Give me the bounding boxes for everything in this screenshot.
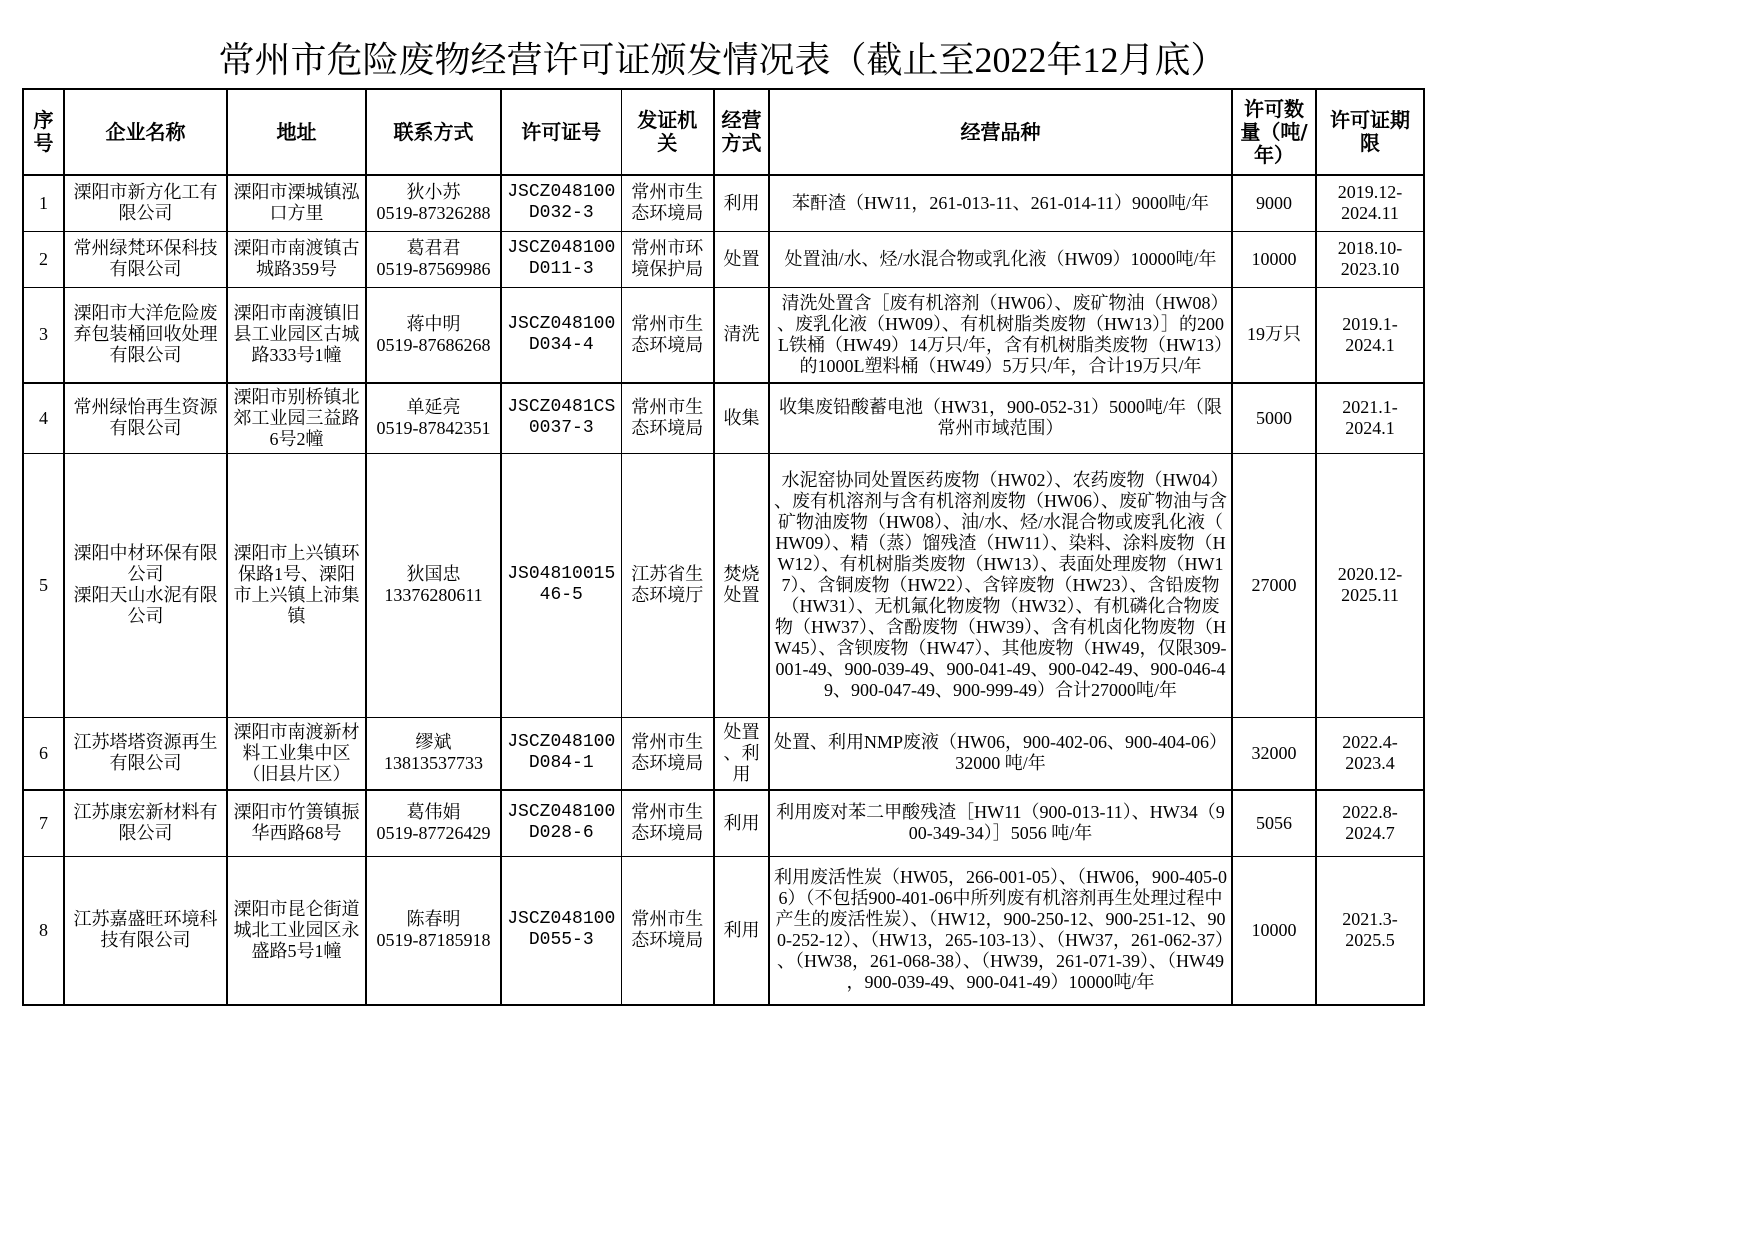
issuing-authority-text: 常州市生态环境局 <box>631 909 704 951</box>
permitted-quantity <box>1232 231 1316 287</box>
contact <box>366 790 501 856</box>
company-name-text: 常州绿梵环保科技有限公司 <box>73 238 218 279</box>
company-name <box>64 790 227 856</box>
table-row <box>23 287 1424 383</box>
issuing-authority <box>621 453 714 717</box>
company-name <box>64 231 227 287</box>
address-text: 溧阳市南渡镇古城路359号 <box>233 238 360 279</box>
contact-person: 葛君君 <box>406 238 461 258</box>
row-number-text: 3 <box>39 324 48 345</box>
waste-categories-text: 处置、利用NMP废液（HW06，900-402-06、900-404-06）32000 吨/年 <box>774 732 1227 774</box>
contact <box>366 175 501 231</box>
company-name-text: 江苏康宏新材料有限公司 <box>73 802 218 844</box>
company-name-text: 溧阳市大洋危险废弃包装桶回收处理有限公司 <box>73 303 218 366</box>
address-text: 溧阳市昆仑街道城北工业园区永盛路5号1幢 <box>233 898 360 961</box>
license-number <box>501 790 621 856</box>
issuing-authority <box>621 383 714 453</box>
license-number <box>501 383 621 453</box>
contact-person: 缪斌 <box>415 732 452 753</box>
permitted-quantity <box>1232 453 1316 717</box>
address-text: 溧阳市南渡新材料工业集中区（旧县片区） <box>233 721 360 784</box>
issuing-authority <box>621 175 714 231</box>
license-number <box>501 175 621 231</box>
operation-mode <box>714 717 769 790</box>
issuing-authority <box>621 856 714 1005</box>
company-name-text: 江苏塔塔资源再生有限公司 <box>73 732 218 774</box>
license-number <box>501 856 621 1005</box>
header-issuer: 发证机关 <box>621 89 714 175</box>
header-company: 企业名称 <box>64 89 227 175</box>
license-number-text: JSCZ048100D055-3 <box>507 909 616 951</box>
issuing-authority <box>621 287 714 383</box>
company-name-text: 常州绿怡再生资源有限公司 <box>73 397 218 439</box>
license-term-text: 2018.10-2023.10 <box>1337 238 1403 279</box>
waste-categories-text: 收集废铅酸蓄电池（HW31，900-052-31）5000吨/年（限常州市域范围） <box>779 397 1222 439</box>
permitted-quantity <box>1232 856 1316 1005</box>
contact <box>366 383 501 453</box>
waste-categories <box>769 790 1232 856</box>
company-name-text: 溧阳天山水泥有限公司 <box>73 585 218 626</box>
permitted-quantity-text: 32000 <box>1251 742 1297 763</box>
license-number <box>501 717 621 790</box>
table-row <box>23 175 1424 231</box>
contact-phone: 0519-87326288 <box>376 203 491 224</box>
permitted-quantity <box>1232 383 1316 453</box>
contact <box>366 287 501 383</box>
row-number <box>23 790 64 856</box>
row-number <box>23 453 64 717</box>
license-number <box>501 231 621 287</box>
permitted-quantity <box>1232 790 1316 856</box>
license-term <box>1316 453 1424 717</box>
address <box>227 790 366 856</box>
contact <box>366 856 501 1005</box>
company-name <box>64 717 227 790</box>
permitted-quantity <box>1232 287 1316 383</box>
issuing-authority <box>621 717 714 790</box>
address <box>227 383 366 453</box>
company-name <box>64 453 227 717</box>
permitted-quantity-text: 9000 <box>1256 192 1292 213</box>
header-license-number: 许可证号 <box>501 89 621 175</box>
license-term <box>1316 856 1424 1005</box>
contact-phone: 13376280611 <box>384 585 483 605</box>
license-term-text: 2019.1-2024.1 <box>1342 313 1398 355</box>
license-term-text: 2021.1-2024.1 <box>1342 397 1398 439</box>
license-term <box>1316 175 1424 231</box>
row-number-text: 2 <box>39 248 48 269</box>
contact-person: 狄小苏 <box>406 182 461 203</box>
issuing-authority-text: 常州市生态环境局 <box>631 313 704 355</box>
license-term-text: 2021.3-2025.5 <box>1342 909 1398 951</box>
table-body <box>23 175 1424 1005</box>
table-row <box>23 231 1424 287</box>
row-number-text: 8 <box>39 919 48 940</box>
license-term <box>1316 717 1424 790</box>
address-text: 溧阳市别桥镇北郊工业园三益路6号2幢 <box>233 386 360 449</box>
license-number-text: JSCZ048100D011-3 <box>507 238 616 279</box>
address-text: 溧阳市上兴镇环保路1号、溧阳市上兴镇上沛集镇 <box>233 543 360 626</box>
license-number-text: JSCZ048100D084-1 <box>507 732 616 774</box>
address-text: 溧阳市溧城镇泓口方里 <box>233 182 360 224</box>
contact-phone: 0519-87569986 <box>376 259 491 279</box>
license-number-text: JSCZ0481CS0037-3 <box>507 397 616 439</box>
license-number <box>501 453 621 717</box>
issuing-authority-text: 常州市环境保护局 <box>631 238 704 279</box>
contact-person: 单延亮 <box>406 397 461 418</box>
license-term-text: 2022.4-2023.4 <box>1342 732 1398 774</box>
row-number-text: 7 <box>39 812 48 833</box>
contact <box>366 453 501 717</box>
operation-mode <box>714 175 769 231</box>
contact-phone: 0519-87185918 <box>376 930 491 951</box>
license-term-text: 2020.12-2025.11 <box>1337 564 1403 605</box>
address <box>227 287 366 383</box>
license-table <box>22 88 1425 1006</box>
row-number-text: 1 <box>39 192 48 213</box>
operation-mode <box>714 231 769 287</box>
waste-categories <box>769 287 1232 383</box>
waste-categories-text: 利用废活性炭（HW05，266-001-05）、（HW06，900-405-06）（不包括900-401-06中所列废有机溶剂再生处理过程中产生的废活性炭）、（HW12，900-250-12、900-251-12、900-252-12）、（HW13，265-103-13）、（HW37，261-062-37）、（HW38，261-068-38）、（HW39，261-071-39）、（HW49，900-039-49、900-041-49）10000吨/年 <box>774 867 1227 993</box>
license-term <box>1316 287 1424 383</box>
page-title: 常州市危险废物经营许可证颁发情况表（截止至2022年12月底） <box>218 40 1227 80</box>
address <box>227 717 366 790</box>
license-term-text: 2022.8-2024.7 <box>1342 802 1398 844</box>
operation-mode-text: 处置、利用 <box>723 721 760 784</box>
table-row <box>23 383 1424 453</box>
license-number-text: JS0481001546-5 <box>507 564 616 605</box>
address <box>227 175 366 231</box>
waste-categories <box>769 231 1232 287</box>
table-row <box>23 790 1424 856</box>
operation-mode-text: 收集 <box>723 407 760 428</box>
license-term <box>1316 231 1424 287</box>
waste-categories <box>769 175 1232 231</box>
table-row <box>23 453 1424 717</box>
operation-mode-text: 利用 <box>723 919 760 940</box>
row-number-text: 6 <box>39 742 48 763</box>
permitted-quantity-text: 27000 <box>1251 574 1297 595</box>
waste-categories <box>769 383 1232 453</box>
issuing-authority-text: 常州市生态环境局 <box>631 182 704 224</box>
waste-categories-text: 水泥窑协同处置医药废物（HW02）、农药废物（HW04）、废有机溶剂与含有机溶剂废物（HW06）、废矿物油与含矿物油废物（HW08）、油/水、烃/水混合物或废乳化液（HW09）、精（蒸）馏残渣（HW11）、染料、涂料废物（HW12）、有机树脂类废物（HW13）、表面处理废物（HW17）、含铜废物（HW22）、含锌废物（HW23）、含铅废物（HW31）、无机氟化物废物（HW32）、有机磷化合物废物（HW37）、含酚废物（HW39）、含有机卤化物废物（HW45）、含钡废物（HW47）、其他废物（HW49，仅限309-001-49、900-039-49、900-041-49、900-042-49、900-046-49、900-047-49、900-999-49）合计27000吨/年 <box>774 469 1227 700</box>
header-row <box>23 89 1424 175</box>
permitted-quantity-text: 5056 <box>1256 812 1292 833</box>
company-name <box>64 856 227 1005</box>
contact <box>366 231 501 287</box>
row-number <box>23 856 64 1005</box>
license-number-text: JSCZ048100D028-6 <box>507 802 616 844</box>
contact-phone: 0519-87726429 <box>376 823 491 844</box>
header-contact: 联系方式 <box>366 89 501 175</box>
company-name <box>64 287 227 383</box>
license-term-text: 2019.12-2024.11 <box>1337 182 1403 224</box>
row-number-text: 4 <box>39 407 48 428</box>
permitted-quantity-text: 10000 <box>1251 919 1297 940</box>
header-waste-categories: 经营品种 <box>769 89 1232 175</box>
waste-categories-text: 清洗处置含［废有机溶剂（HW06）、废矿物油（HW08）、废乳化液（HW09）、有机树脂类废物（HW13）］的200L铁桶（HW49）14万只/年，含有机树脂类废物（HW13）的1000L塑料桶（HW49）5万只/年，合计19万只/年 <box>777 292 1224 376</box>
contact-phone: 0519-87842351 <box>376 418 491 439</box>
contact-person: 葛伟娟 <box>406 802 461 823</box>
address <box>227 856 366 1005</box>
company-name <box>64 175 227 231</box>
issuing-authority <box>621 790 714 856</box>
license-term <box>1316 383 1424 453</box>
operation-mode <box>714 856 769 1005</box>
license-term <box>1316 790 1424 856</box>
contact-person: 狄国忠 <box>406 564 461 584</box>
company-name <box>64 383 227 453</box>
company-name-text: 溧阳市新方化工有限公司 <box>73 182 218 224</box>
waste-categories <box>769 453 1232 717</box>
header-address: 地址 <box>227 89 366 175</box>
contact-person: 陈春明 <box>406 909 461 930</box>
contact-phone: 0519-87686268 <box>376 334 491 355</box>
waste-categories <box>769 717 1232 790</box>
company-name-text: 江苏嘉盛旺环境科技有限公司 <box>73 909 218 951</box>
row-number <box>23 383 64 453</box>
issuing-authority-text: 常州市生态环境局 <box>631 802 704 844</box>
operation-mode-text: 清洗 <box>723 324 760 345</box>
license-number-text: JSCZ048100D034-4 <box>507 313 616 355</box>
address <box>227 453 366 717</box>
address-text: 溧阳市南渡镇旧县工业园区古城路333号1幢 <box>233 303 360 366</box>
operation-mode-text: 利用 <box>723 192 760 213</box>
waste-categories-text: 苯酐渣（HW11，261-013-11、261-014-11）9000吨/年 <box>792 192 1209 213</box>
table-row <box>23 856 1424 1005</box>
license-number <box>501 287 621 383</box>
header-license-term: 许可证期限 <box>1316 89 1424 175</box>
company-name-text: 溧阳中材环保有限公司 <box>73 543 218 584</box>
address-text: 溧阳市竹箦镇振华西路68号 <box>233 802 360 844</box>
contact-phone: 13813537733 <box>384 753 483 774</box>
operation-mode <box>714 790 769 856</box>
issuing-authority <box>621 231 714 287</box>
row-number <box>23 231 64 287</box>
waste-categories-text: 处置油/水、烃/水混合物或乳化液（HW09）10000吨/年 <box>784 248 1217 269</box>
issuing-authority-text: 常州市生态环境局 <box>631 732 704 774</box>
operation-mode <box>714 453 769 717</box>
operation-mode <box>714 287 769 383</box>
row-number <box>23 717 64 790</box>
license-number-text: JSCZ048100D032-3 <box>507 182 616 224</box>
waste-categories <box>769 856 1232 1005</box>
table-row <box>23 717 1424 790</box>
issuing-authority-text: 常州市生态环境局 <box>631 397 704 439</box>
header-permitted-quantity: 许可数量（吨/年） <box>1232 89 1316 175</box>
waste-categories-text: 利用废对苯二甲酸残渣［HW11（900-013-11）、HW34（900-349-34）］5056 吨/年 <box>776 802 1225 844</box>
contact <box>366 717 501 790</box>
permitted-quantity-text: 5000 <box>1256 407 1292 428</box>
row-number-text: 5 <box>39 574 48 595</box>
operation-mode-text: 利用 <box>723 812 760 833</box>
permitted-quantity <box>1232 175 1316 231</box>
permitted-quantity-text: 10000 <box>1251 248 1297 269</box>
operation-mode <box>714 383 769 453</box>
header-no: 序号 <box>23 89 64 175</box>
operation-mode-text: 处置 <box>723 248 760 269</box>
row-number <box>23 175 64 231</box>
table-header <box>23 89 1424 175</box>
operation-mode-text: 焚烧处置 <box>723 564 760 605</box>
header-operation-mode: 经营方式 <box>714 89 769 175</box>
address <box>227 231 366 287</box>
contact-person: 蒋中明 <box>406 313 461 334</box>
permitted-quantity <box>1232 717 1316 790</box>
row-number <box>23 287 64 383</box>
issuing-authority-text: 江苏省生态环境厅 <box>631 564 704 605</box>
permitted-quantity-text: 19万只 <box>1247 324 1301 345</box>
